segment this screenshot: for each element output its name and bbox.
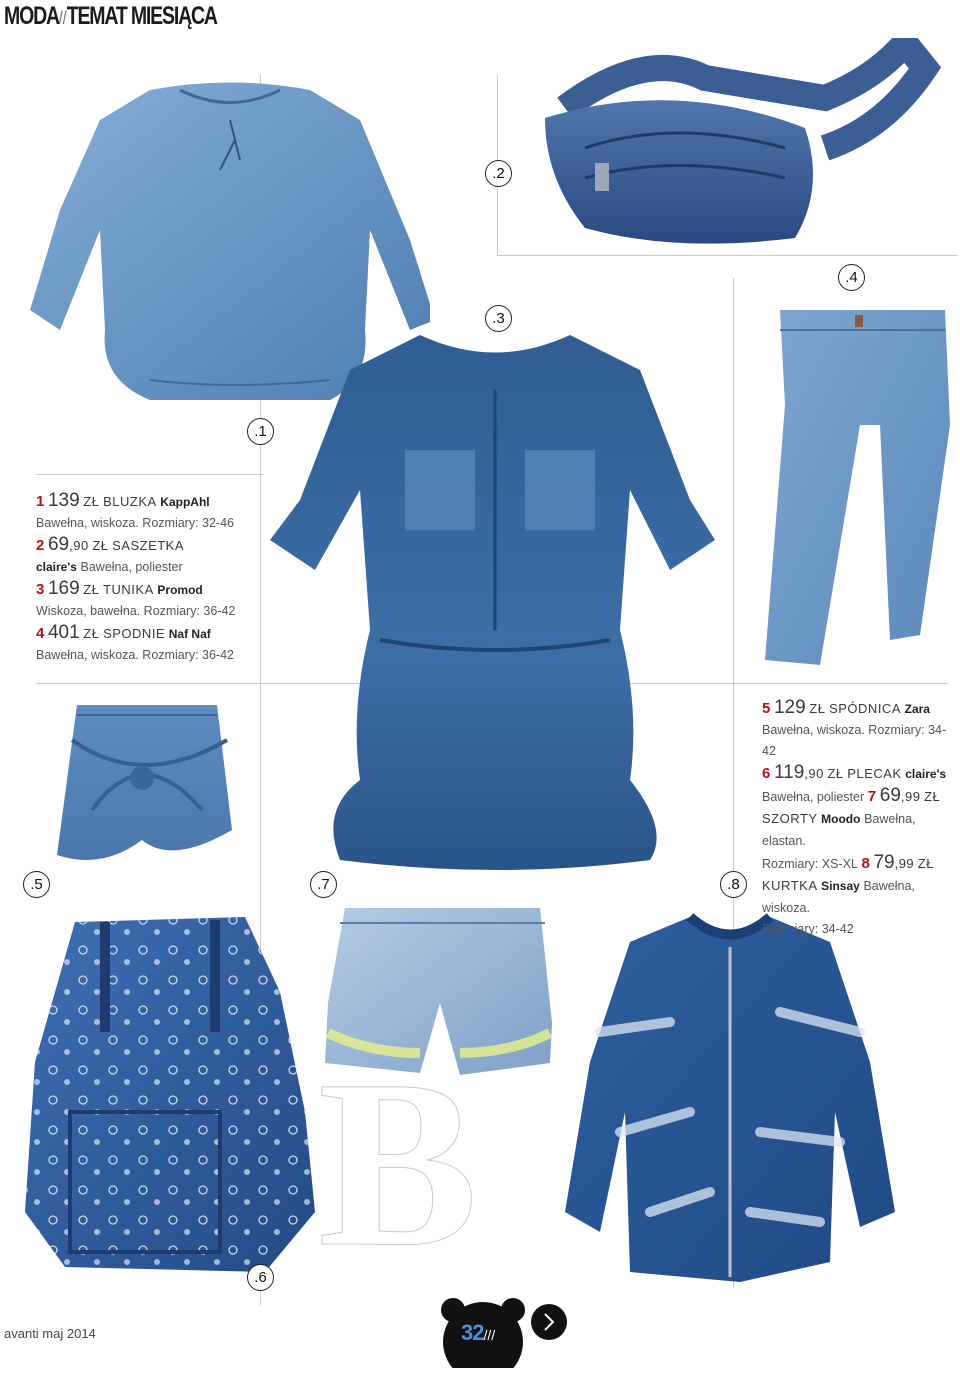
item-marker-1: .1 [247,418,274,445]
item-marker-8: .8 [720,871,747,898]
trousers-image [760,305,955,670]
product-desc: Bawełna, wiskoza. Rozmiary: 32-46 [36,516,234,530]
section-title: TEMAT MIESIĄCA [66,2,217,30]
product-info-left [36,490,261,666]
product-desc: Rozmiary: 34-42 [762,922,854,936]
product-info-right [762,697,957,940]
chevron-right-icon [530,1303,568,1341]
item-marker-3: .3 [485,305,512,332]
product-line: claire's Bawełna, poliester [36,560,183,574]
next-page-button[interactable] [530,1303,568,1341]
jacket-image [560,912,895,1292]
skirt-image [52,700,242,870]
item-marker-7: .7 [310,871,337,898]
product-desc: Bawełna, wiskoza. Rozmiary: 34-42 [762,723,947,758]
section-header [4,2,217,31]
product-line: 3 169 ZŁ TUNIKA Promod [36,578,203,599]
grid-line-h3 [733,683,948,684]
tunic-image [270,330,720,870]
item-marker-5: .5 [23,871,50,898]
header-separator: // [58,8,67,28]
page-number-badge [441,1296,525,1368]
product-desc: Bawełna, wiskoza. Rozmiary: 36-42 [36,648,234,662]
magazine-footer: avanti maj 2014 [4,1326,96,1341]
page-number: 32/// [461,1320,496,1345]
product-line: 6 119,90 ZŁ PLECAK claire's [762,762,947,783]
item-marker-4: .4 [838,264,865,291]
belt-bag-image [525,38,945,248]
product-line: KURTKA Sinsay Bawełna, wiskoza. [762,878,915,915]
item-marker-6: .6 [247,1264,274,1291]
product-desc: Wiskoza, bawełna. Rozmiary: 36-42 [36,604,236,618]
backpack-image [15,912,320,1277]
product-line: 4 401 ZŁ SPODNIE Naf Naf [36,622,211,643]
grid-line-h4 [497,255,957,256]
grid-line-h1 [36,474,264,475]
product-line: Bawełna, poliester 7 69,99 ZŁ [762,785,941,806]
shorts-image [320,903,555,1075]
product-line: 5 129 ZŁ SPÓDNICA Zara [762,697,930,718]
product-line: Rozmiary: XS-XL 8 79,99 ZŁ [762,852,934,873]
product-line: 1 139 ZŁ BLUZKA KappAhl [36,490,210,511]
item-marker-2: .2 [485,160,512,187]
product-line: SZORTY Moodo Bawełna, elastan. [762,811,916,848]
section-name: MODA [4,2,59,30]
product-line: 2 69,90 ZŁ SASZETKA [36,534,185,555]
watermark-letter: B [318,1058,479,1268]
